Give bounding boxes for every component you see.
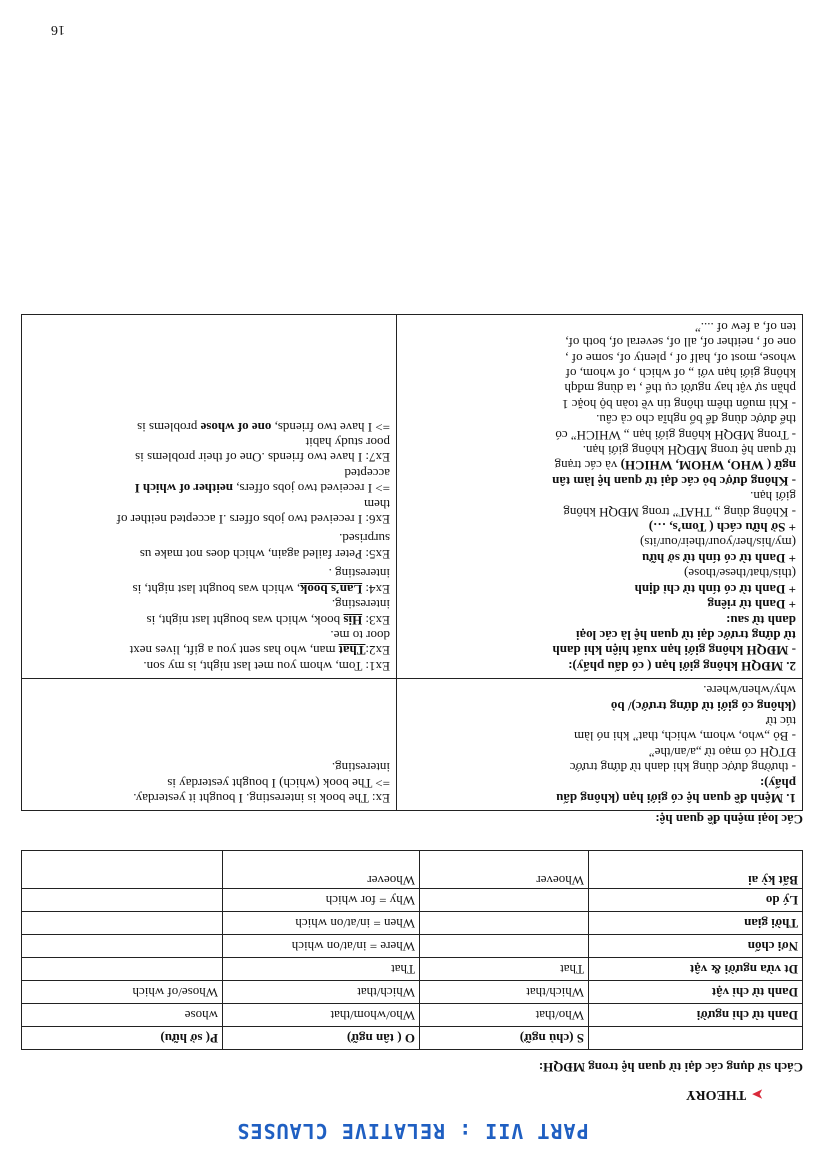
example-underlined-text: Lan’s book — [300, 581, 363, 597]
table-cell — [22, 889, 223, 912]
rule-line: ĐTQH có mạo từ „a/an/the” — [648, 744, 796, 760]
table-cell: Danh từ chỉ vật — [589, 981, 803, 1004]
table-cell: Which/that — [223, 981, 420, 1004]
table-cell: When = in/at/on which — [223, 912, 420, 935]
rule-line: - Không được bỏ các đại từ quan hệ làm tân — [552, 473, 796, 489]
table-header-cell — [589, 1027, 803, 1050]
example-line — [28, 643, 390, 658]
example-line: door to me. — [330, 627, 390, 643]
example-line — [28, 481, 390, 496]
example-line: Ex5: Peter failed again, which does not make us — [139, 546, 390, 562]
example-line: them — [364, 496, 390, 512]
example-text: man, who has sent you a gift, lives next — [129, 643, 339, 659]
rule-line: why/when/where. — [703, 683, 796, 699]
spacer — [28, 527, 390, 531]
rule-line: whose, most of, half of , plenty of, some of , — [565, 350, 796, 366]
rule-line: không giới hạn với „ of which , of whom, of — [565, 366, 796, 382]
table-cell: Which/that — [420, 981, 589, 1004]
example-text: Ex3: — [362, 612, 390, 628]
example-text: problems is — [137, 419, 201, 435]
table-row — [22, 935, 803, 958]
table-cell: Who/whom/that — [223, 1004, 420, 1027]
table-cell: Dt vừa người & vật — [589, 958, 803, 981]
clause-types-heading: Các loại mệnh đề quan hệ: — [655, 812, 803, 827]
table-cell — [22, 851, 223, 889]
rule-line: phần sự vật hay người cụ thể , ta dùng mđqh — [564, 381, 796, 397]
table-row — [22, 315, 803, 678]
rule-line: - MĐQH không giới hạn xuất hiện khi danh — [552, 643, 796, 659]
table-row — [22, 851, 803, 889]
example-text: => I received two jobs offers, — [232, 481, 390, 497]
rule-line: túc từ — [766, 713, 796, 729]
table-cell: Thời gian — [589, 912, 803, 935]
table-cell: That — [223, 958, 420, 981]
example-underlined-text: His — [343, 612, 363, 628]
example-line: interesting. — [331, 760, 390, 776]
example-line: surprised. — [339, 531, 390, 547]
pointing-hand-icon: ➤ — [752, 1087, 763, 1102]
table-cell: Nơi chốn — [589, 935, 803, 958]
non-defining-clause-rules — [397, 315, 803, 678]
example-text: book, which was bought last night, is — [146, 612, 344, 628]
example-line: poor study habit — [305, 435, 390, 451]
table-header-cell: S (chủ ngữ) — [420, 1027, 589, 1050]
table-cell: That — [420, 958, 589, 981]
relative-pronoun-table — [21, 850, 803, 1050]
example-line: => The book (which) I bought yesterday is — [167, 775, 390, 791]
table-cell: Whoever — [223, 851, 420, 889]
example-line — [28, 612, 390, 627]
page-number: 16 — [51, 22, 65, 37]
rule-line: + Danh từ có tính từ chỉ định — [634, 581, 796, 597]
table-cell — [22, 935, 223, 958]
rule-line: từ đứng trước đại từ quan hệ là các loại — [575, 627, 796, 643]
rule-line: giới hạn. — [750, 489, 796, 505]
defining-clause-examples — [22, 678, 397, 810]
rule-line: - thường được dùng khi danh từ đứng trước — [569, 760, 796, 776]
rule-line: - Khi muốn thêm thông tin về toàn bộ hoặc 1 — [562, 396, 796, 412]
rule-text: và các trạng — [554, 458, 621, 474]
section1-heading: phẩy): — [759, 775, 796, 791]
table-header-row — [22, 1027, 803, 1050]
table-cell — [22, 912, 223, 935]
rule-line: - Trong MĐQH không giới hạn „ WHICH” có — [555, 427, 796, 443]
rule-line: (this/that/these/those) — [684, 566, 796, 582]
example-bold-text: one of whose — [200, 419, 272, 435]
rule-line: ten of, a few of ....” — [694, 319, 796, 335]
rule-line: + Danh từ riêng — [707, 597, 796, 613]
table-cell: Lý do — [589, 889, 803, 912]
rule-line: (my/his/her/your/their/our/its) — [640, 535, 796, 551]
example-bold-text: neither of which I — [134, 481, 233, 497]
non-defining-clause-examples — [22, 315, 397, 678]
rule-bold-text: ngữ ( WHO, WHOM, WHICH) — [620, 458, 796, 474]
rule-line: (không có giới từ đứng trước)/ bỏ — [610, 698, 796, 714]
table-header-cell: P( sở hữu) — [22, 1027, 223, 1050]
table-header-cell: O ( tân ngữ) — [223, 1027, 420, 1050]
table-row — [22, 889, 803, 912]
section1-heading: 1. Mệnh đề quan hệ có giới hạn (không dấu — [556, 791, 796, 806]
example-text: Ex4: — [362, 581, 390, 597]
table-cell: Whose/of which — [22, 981, 223, 1004]
table-cell — [22, 958, 223, 981]
rule-line: danh từ sau: — [726, 612, 796, 628]
example-text: => I have two friends, — [271, 419, 390, 435]
table-row — [22, 981, 803, 1004]
rule-line — [403, 458, 796, 473]
theory-label — [686, 1086, 763, 1102]
table-row — [22, 912, 803, 935]
clause-types-table — [21, 314, 803, 811]
table-cell: Why = for which — [223, 889, 420, 912]
table-row — [22, 678, 803, 810]
example-line — [28, 581, 390, 596]
example-line: accepted — [344, 465, 390, 481]
example-line: Ex1: Tom, whom you met last night, is my son. — [143, 658, 390, 674]
rule-line: + Danh từ có tính từ sở hữu — [642, 550, 796, 566]
rule-line: - Bỏ „who, whom, which, that” khi nó làm — [573, 729, 796, 745]
example-line: interesting. — [331, 597, 390, 613]
example-line: Ex6: I received two jobs offers .I accepted neither of — [116, 512, 390, 528]
example-underlined-text: That — [338, 643, 366, 659]
section2-heading: 2. MĐQH không giới hạn ( có dấu phẩy): — [568, 658, 796, 674]
defining-clause-rules — [397, 678, 803, 810]
table-cell: Danh từ chỉ người — [589, 1004, 803, 1027]
example-text: Ex2: — [365, 643, 390, 659]
example-line: Ex7: I have two friends .One of their problems is — [135, 450, 390, 466]
example-line — [28, 419, 390, 434]
table-row — [22, 958, 803, 981]
rule-line: từ quan hệ trong MĐQH không giới hạn. — [582, 443, 796, 459]
example-text: , which was bought last night, is — [132, 581, 301, 597]
rule-line: + Sở hữu cách ( Tom’s, …) — [648, 520, 796, 536]
table-cell: Who/that — [420, 1004, 589, 1027]
table-cell — [420, 889, 589, 912]
table-cell — [420, 935, 589, 958]
rule-line: thể được dùng để bổ nghĩa cho cả câu. — [596, 412, 796, 428]
table-cell: whose — [22, 1004, 223, 1027]
usage-heading: Cách sử dụng các đại từ quan hệ trong MĐQH: — [538, 1060, 803, 1075]
example-line: Ex: The book is interesting. I bought it yesterday. — [133, 791, 390, 806]
table-cell: Where = in/at/on which — [223, 935, 420, 958]
table-cell — [420, 912, 589, 935]
rule-line: one of , neither of, all of, several of, both of, — [565, 335, 796, 351]
table-row — [22, 1004, 803, 1027]
part-title: PART VII : RELATIVE CLAUSES — [236, 1119, 589, 1143]
rule-line: - Không dùng „ THAT” trong MĐQH không — [563, 504, 796, 520]
table-cell: Whoever — [420, 851, 589, 889]
example-line: interesting . — [328, 566, 390, 582]
theory-text: THEORY — [685, 1087, 747, 1102]
table-cell: Bất kỳ ai — [589, 851, 803, 889]
